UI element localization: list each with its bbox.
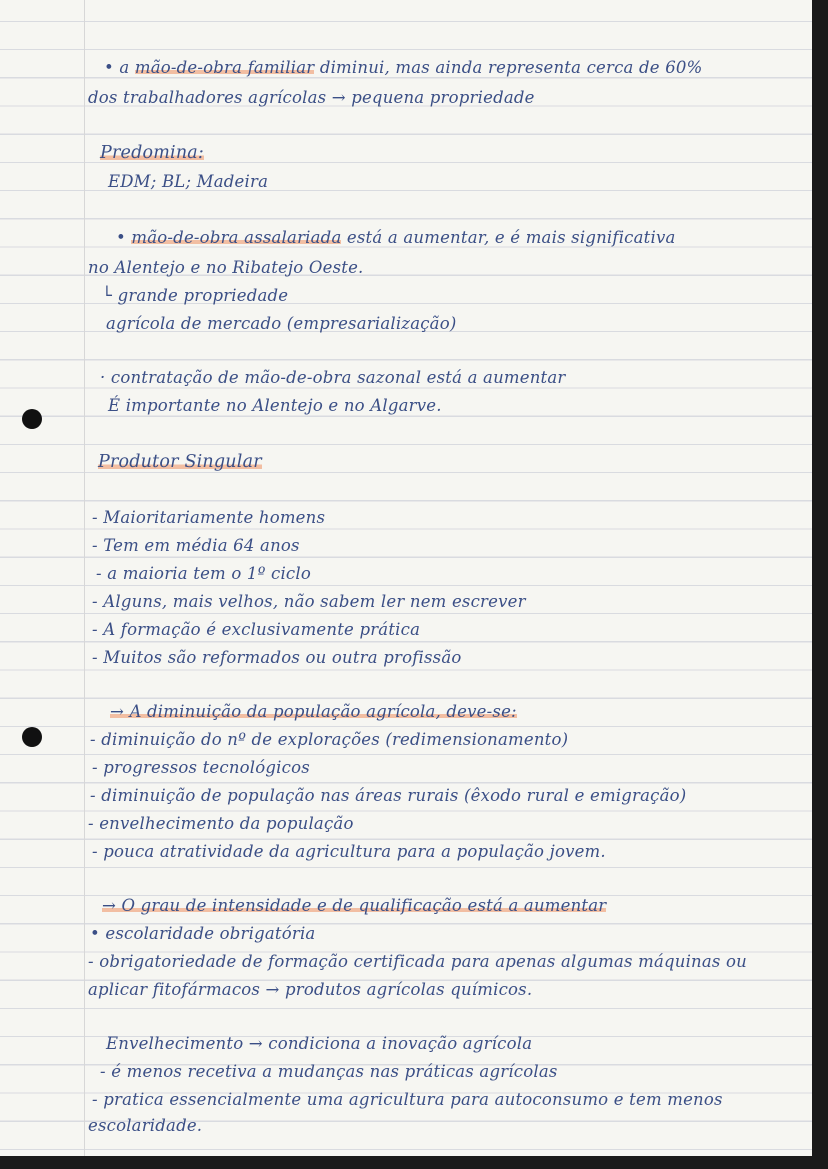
- heading-grau-intensidade: → O grau de intensidade e de qualificação está a aumentar: [102, 896, 607, 915]
- note-line: aplicar fitofármacos → produtos agrícolas químicos.: [88, 980, 533, 999]
- note-line: dos trabalhadores agrícolas → pequena propriedade: [88, 88, 535, 107]
- note-line: É importante no Alentejo e no Algarve.: [108, 396, 442, 415]
- note-line: - envelhecimento da população: [88, 814, 354, 833]
- bullet: • a: [104, 58, 135, 77]
- note-line: [116, 228, 676, 247]
- note-line: - diminuição de população nas áreas rurais (êxodo rural e emigração): [90, 786, 687, 805]
- margin-line: [84, 0, 85, 1156]
- punch-hole: [22, 409, 42, 429]
- note-heading: [100, 143, 204, 163]
- note-line: agrícola de mercado (empresarialização): [106, 314, 457, 333]
- note-line: - A formação é exclusivamente prática: [92, 620, 421, 639]
- note-line: - a maioria tem o 1º ciclo: [96, 564, 311, 583]
- note-line: EDM; BL; Madeira: [108, 172, 269, 191]
- note-text: diminui, mas ainda representa cerca de 60%: [314, 58, 703, 77]
- heading-diminuicao: → A diminuição da população agrícola, deve-se:: [110, 702, 517, 721]
- note-heading: [110, 702, 517, 721]
- note-heading: [102, 896, 606, 915]
- heading-predomina: Predomina:: [100, 143, 205, 163]
- highlight: mão-de-obra familiar: [134, 58, 315, 77]
- note-line: - Alguns, mais velhos, não sabem ler nem escrever: [92, 592, 526, 611]
- bullet: •: [116, 228, 132, 247]
- note-text: está a aumentar, e é mais significativa: [341, 228, 676, 247]
- heading-produtor-singular: Produtor Singular: [98, 452, 262, 472]
- note-line: └ grande propriedade: [102, 286, 289, 305]
- note-line: · contratação de mão-de-obra sazonal está a aumentar: [100, 368, 566, 387]
- note-heading: [98, 452, 262, 472]
- note-line: - pratica essencialmente uma agricultura para autoconsumo e tem menos: [92, 1090, 723, 1109]
- note-line: - progressos tecnológicos: [92, 758, 310, 777]
- note-line: no Alentejo e no Ribatejo Oeste.: [88, 258, 364, 277]
- note-line: Envelhecimento → condiciona a inovação agrícola: [106, 1034, 533, 1053]
- note-line: - Maioritariamente homens: [92, 508, 326, 527]
- note-line: - pouca atratividade da agricultura para a população jovem.: [92, 842, 606, 861]
- punch-hole: [22, 727, 42, 747]
- note-line: • escolaridade obrigatória: [90, 924, 316, 943]
- note-line: - é menos recetiva a mudanças nas práticas agrícolas: [100, 1062, 558, 1081]
- note-line: - obrigatoriedade de formação certificada para apenas algumas máquinas ou: [88, 952, 747, 971]
- highlight: mão-de-obra assalariada: [131, 228, 342, 247]
- note-line: escolaridade.: [88, 1116, 203, 1135]
- note-line: - Tem em média 64 anos: [92, 536, 300, 555]
- note-line: - diminuição do nº de explorações (redimensionamento): [90, 730, 569, 749]
- note-line: - Muitos são reformados ou outra profissão: [92, 648, 462, 667]
- note-line: [104, 58, 702, 77]
